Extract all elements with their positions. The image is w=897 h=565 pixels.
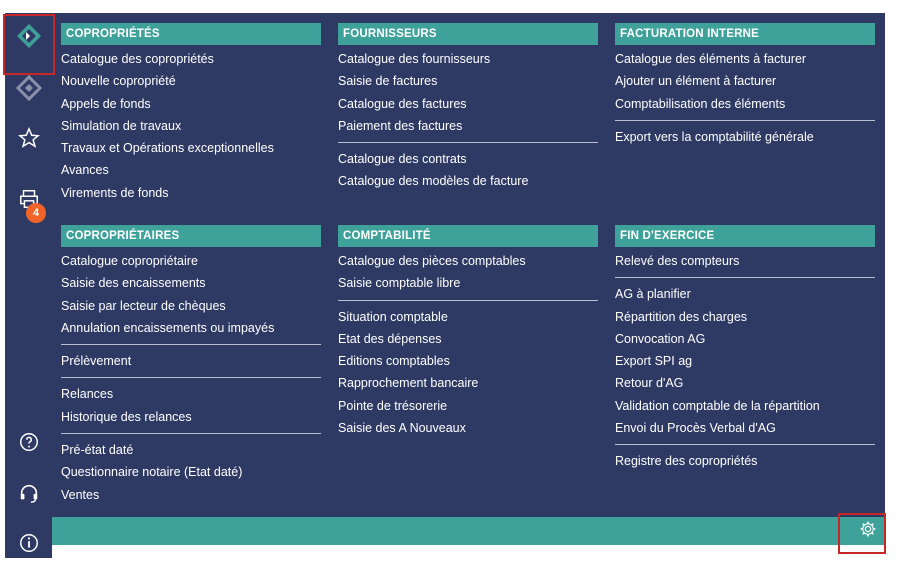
menu-item[interactable]: Envoi du Procès Verbal d'AG [615, 421, 776, 436]
menu-item[interactable]: Rapprochement bancaire [338, 376, 479, 391]
menu-item[interactable]: Appels de fonds [61, 96, 151, 111]
menu-separator [615, 120, 875, 121]
menu-item[interactable]: Prélèvement [61, 354, 132, 369]
menu-item[interactable]: Registre des copropriétés [615, 454, 758, 469]
menu-item[interactable]: Situation comptable [338, 309, 448, 324]
highlight-settings [838, 513, 886, 554]
star-icon [18, 127, 40, 154]
info-icon [18, 532, 40, 559]
help-icon [18, 431, 40, 458]
menu-column-3 [615, 23, 875, 469]
background-page [885, 0, 897, 558]
menu-item[interactable]: Etat des dépenses [338, 331, 442, 346]
print-count-badge: 4 [26, 203, 46, 223]
headset-icon [18, 482, 40, 509]
menu-item[interactable]: Simulation de travaux [61, 118, 182, 133]
menu-item[interactable]: Catalogue des pièces comptables [338, 254, 526, 268]
help-button[interactable] [5, 424, 52, 464]
menu-item[interactable]: Editions comptables [338, 354, 450, 369]
menu-separator [61, 377, 321, 378]
menu-item[interactable]: Saisie par lecteur de chèques [61, 298, 226, 313]
menu-item[interactable]: Export vers la comptabilité générale [615, 129, 814, 144]
menu-item[interactable]: Relances [61, 387, 114, 402]
menu-item[interactable]: Travaux et Opérations exceptionnelles [61, 141, 274, 156]
support-button[interactable] [5, 475, 52, 515]
menu-item[interactable]: Catalogue des contrats [338, 152, 467, 167]
menu-item[interactable]: AG à planifier [615, 287, 691, 302]
menu-item[interactable]: Catalogue des copropriétés [61, 52, 214, 66]
menu-column-2 [338, 23, 598, 436]
menu-section [615, 23, 875, 148]
menu-item[interactable]: Avances [61, 163, 109, 178]
menu-item[interactable]: Paiement des factures [338, 118, 463, 133]
info-button[interactable] [5, 525, 52, 565]
menu-separator [338, 300, 598, 301]
menu-separator [615, 277, 875, 278]
menu-item[interactable]: Catalogue des factures [338, 96, 467, 111]
menu-section [61, 23, 321, 204]
sidebar [5, 13, 52, 558]
menu-column-1 [61, 23, 321, 502]
menu-item[interactable]: Validation comptable de la répartition [615, 398, 820, 413]
menu-separator [338, 142, 598, 143]
menu-item[interactable]: Relevé des compteurs [615, 254, 740, 268]
menu-item[interactable]: Convocation AG [615, 331, 706, 346]
favorites-button[interactable] [5, 120, 52, 160]
menu-item[interactable]: Pré-état daté [61, 443, 134, 458]
menu-item[interactable]: Répartition des charges [615, 309, 748, 324]
menu-item[interactable]: Virements de fonds [61, 185, 169, 200]
mega-menu [52, 13, 885, 517]
menu-item[interactable]: Questionnaire notaire (Etat daté) [61, 465, 243, 480]
menu-item[interactable]: Ajouter un élément à facturer [615, 74, 777, 89]
section-header: COPROPRIÉTÉS [61, 23, 321, 45]
menu-item[interactable]: Export SPI ag [615, 354, 693, 369]
menu-item[interactable]: Catalogue copropriétaire [61, 254, 198, 268]
menu-section [615, 225, 875, 473]
menu-separator [615, 444, 875, 445]
menu-separator [61, 344, 321, 345]
menu-item[interactable]: Saisie des encaissements [61, 276, 206, 291]
app-logo-outline-icon [15, 74, 43, 107]
menu-item[interactable]: Saisie comptable libre [338, 276, 461, 291]
modules-button[interactable] [5, 70, 52, 110]
section-header: COPROPRIÉTAIRES [61, 225, 321, 247]
menu-item[interactable]: Saisie des A Nouveaux [338, 421, 466, 436]
menu-item[interactable]: Retour d'AG [615, 376, 684, 391]
menu-footer [52, 517, 885, 545]
menu-item[interactable]: Pointe de trésorerie [338, 398, 448, 413]
menu-item[interactable]: Ventes [61, 487, 100, 502]
menu-section [338, 23, 598, 193]
menu-item[interactable]: Comptabilisation des éléments [615, 96, 786, 111]
menu-item[interactable]: Catalogue des éléments à facturer [615, 52, 807, 66]
menu-section [338, 225, 598, 439]
menu-section [61, 225, 321, 506]
menu-item[interactable]: Catalogue des modèles de facture [338, 174, 529, 189]
section-header: FACTURATION INTERNE [615, 23, 875, 45]
section-header: FIN D'EXERCICE [615, 225, 875, 247]
menu-item[interactable]: Historique des relances [61, 409, 192, 424]
highlight-logo [3, 14, 55, 75]
section-header: COMPTABILITÉ [338, 225, 598, 247]
menu-item[interactable]: Annulation encaissements ou impayés [61, 320, 275, 335]
menu-separator [61, 433, 321, 434]
menu-item[interactable]: Nouvelle copropriété [61, 74, 176, 89]
section-header: FOURNISSEURS [338, 23, 598, 45]
menu-item[interactable]: Saisie de factures [338, 74, 438, 89]
menu-item[interactable]: Catalogue des fournisseurs [338, 52, 491, 66]
